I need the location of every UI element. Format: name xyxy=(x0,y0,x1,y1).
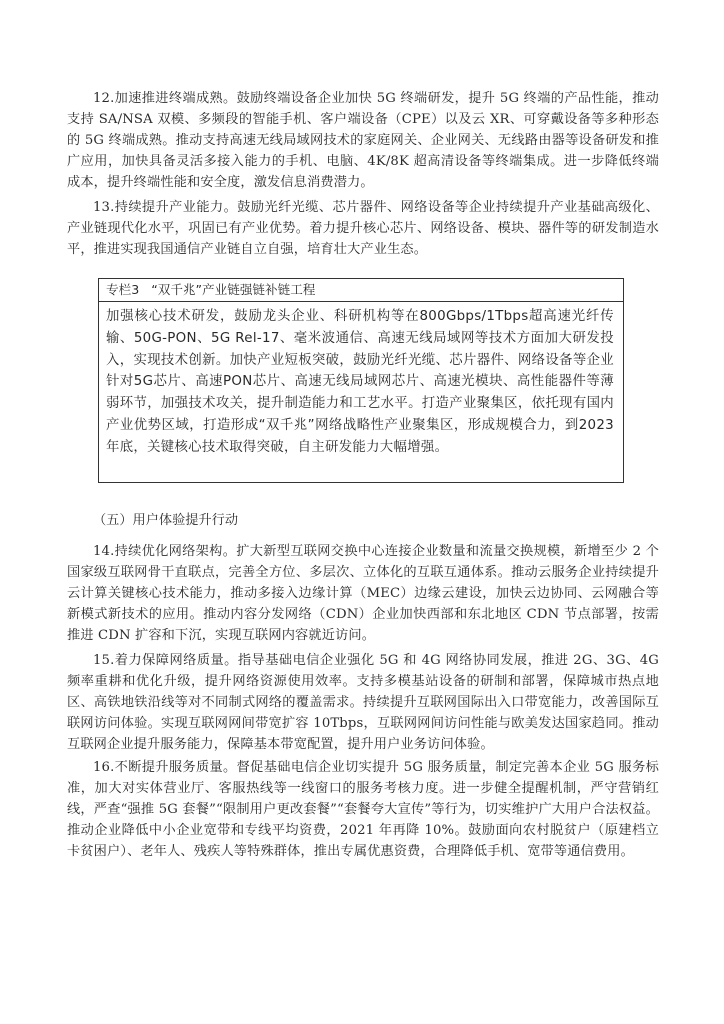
paragraph-14: 14.持续优化网络架构。扩大新型互联网交换中心连接企业数量和流量交换规模，新增至少 2 个国家级互联网骨干直联点，完善全方位、多层次、立体化的互联互通体系。推动云服务企业持续提升云计算关键核心技术能力，推动多接入边缘计算（MEC）边缘云建设，加快云边协同、云网融合等新模式新技术的应用。推动内容分发网络（CDN）企业加快西部和东北地区 CDN 节点部署，按需推进 CDN 扩容和下沉，实现互联网内容就近访问。 xyxy=(67,544,659,643)
feature-box-body: 加强核心技术研发，鼓励龙头企业、科研机构等在800Gbps/1Tbps超高速光纤传输、50G-PON、5G Rel-17、毫米波通信、高速无线局域网等技术方面加大研发投入，实现技术创新。加快产业短板突破，鼓励光纤光缆、芯片器件、网络设备等企业针对5G芯片、高速PON芯片、高速无线局域网芯片、高速光模块、高性能器件等薄弱环节，加强技术攻关，提升制造能力和工艺水平。打造产业聚集区，依托现有国内产业优势区域，打造形成“双千兆”网络战略性产业聚集区，形成规模合力，到2023年底，关键核心技术取得突破，自主研发能力大幅增强。 xyxy=(106,309,614,455)
feature-box xyxy=(98,278,624,483)
paragraph-15: 15.着力保障网络质量。指导基础电信企业强化 5G 和 4G 网络协同发展，推进 2G、3G、4G 频率重耕和优化升级，提升网络资源使用效率。支持多模基站设备的研制和部署，保障城市热点地区、高铁地铁沿线等对不同制式网络的覆盖需求。持续提升互联网国际出入口带宽能力，改善国际互联网访问体验。实现互联网网间带宽扩容 10Tbps，互联网网间访问性能与欧美发达国家趋同。推动互联网企业提升服务能力，保障基本带宽配置，提升用户业务访问体验。 xyxy=(67,653,659,752)
feature-box-header xyxy=(99,279,623,302)
paragraph-13: 13.持续提升产业能力。鼓励光纤光缆、芯片器件、网络设备等企业持续提升产业基础高级化、产业链现代化水平，巩固已有产业优势。着力提升核心芯片、网络设备、模块、器件等的研发制造水平，推进实现我国通信产业链自立自强，培育壮大产业生态。 xyxy=(67,200,659,257)
section-heading: （五）用户体验提升行动 xyxy=(93,513,239,528)
feature-box-title: “双千兆”产业链强链补链工程 xyxy=(151,282,316,297)
paragraph-12: 12.加速推进终端成熟。鼓励终端设备企业加快 5G 终端研发，提升 5G 终端的产品性能，推动支持 SA/NSA 双模、多频段的智能手机、客户端设备（CPE）以及云 XR、可穿戴设备等多种形态的 5G 终端成熟。推动支持高速无线局域网技术的家庭网关、企业网关、无线路由器等设备研发和推广应用，加快具备灵活多接入能力的手机、电脑、4K/8K 超高清设备等终端集成。进一步降低终端成本，提升终端性能和安全度，激发信息消费潜力。 xyxy=(67,91,659,190)
paragraph-16: 16.不断提升服务质量。督促基础电信企业切实提升 5G 服务质量，制定完善本企业 5G 服务标准，加大对实体营业厅、客服热线等一线窗口的服务考核力度。进一步健全提醒机制，严守营销红线，严查“强推 5G 套餐”“限制用户更改套餐”“套餐夸大宣传”等行为，切实维护广大用户合法权益。推动企业降低中小企业宽带和专线平均资费，2021 年再降 10%。鼓励面向农村脱贫户（原建档立卡贫困户）、老年人、残疾人等特殊群体，推出专属优惠资费，合理降低手机、宽带等通信费用。 xyxy=(67,760,659,859)
feature-box-label: 专栏3 xyxy=(106,282,140,297)
